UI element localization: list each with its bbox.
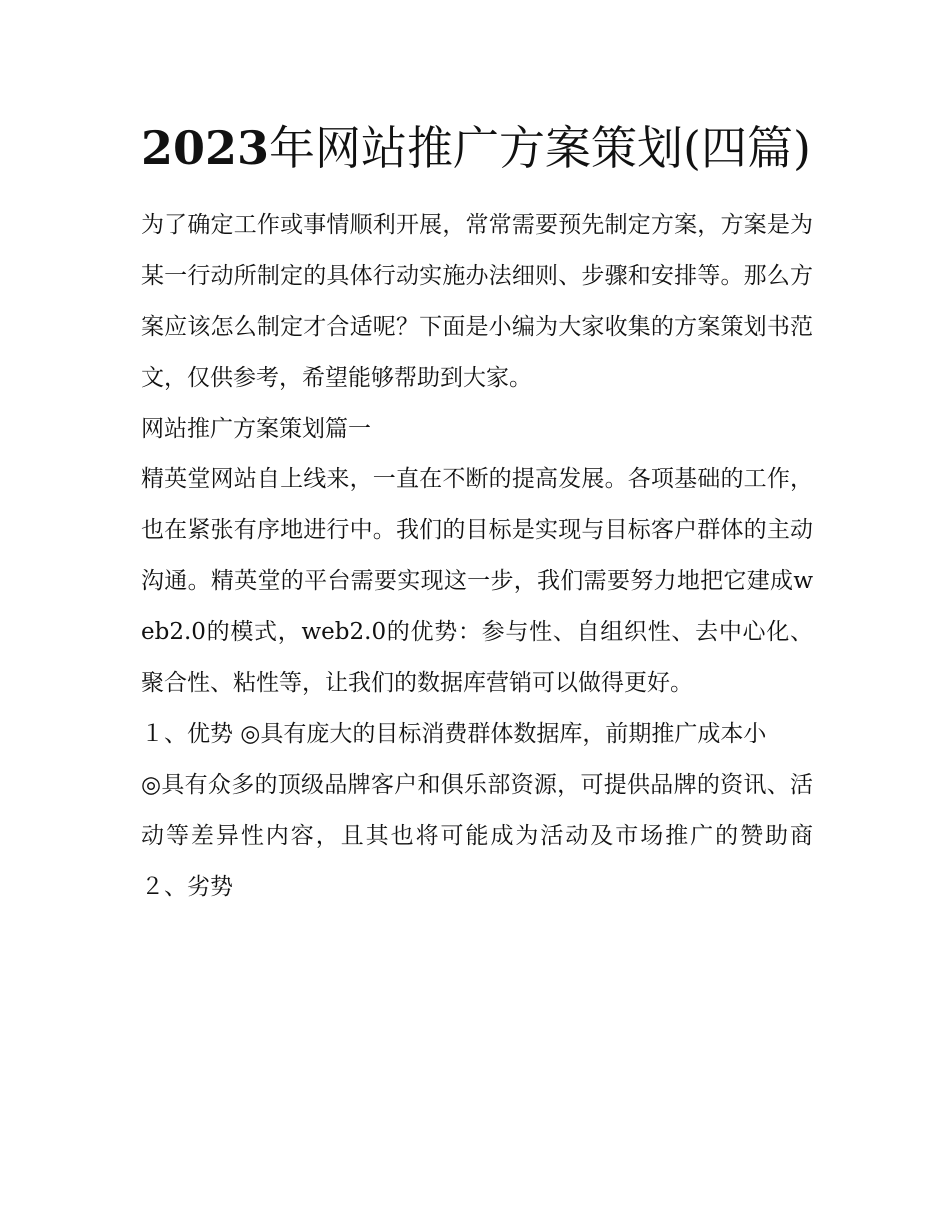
body-paragraph-1: 精英堂网站自上线来，一直在不断的提高发展。各项基础的工作，也在紧张有序地进行中。我们的目标是实现与目标客户群体的主动沟通。精英堂的平台需要实现这一步，我们需要努力地把它建成web2.0的模式，web2.0的优势：参与性、自组织性、去中心化、聚合性、粘性等，让我们的数据库营销可以做得更好。 bbox=[141, 466, 813, 696]
body-paragraph-2: １、优势 ◎具有庞大的目标消费群体数据库，前期推广成本小 bbox=[141, 721, 767, 747]
document-title bbox=[141, 112, 813, 184]
intro-paragraph: 为了确定工作或事情顺利开展，常常需要预先制定方案，方案是为某一行动所制定的具体行动实施办法细则、步骤和安排等。那么方案应该怎么制定才合适呢？下面是小编为大家收集的方案策划书范文，仅供参考，希望能够帮助到大家。 bbox=[141, 212, 813, 391]
document-body bbox=[141, 112, 813, 913]
section-heading: 网站推广方案策划篇一 bbox=[141, 416, 371, 442]
body-paragraph-3: ◎具有众多的顶级品牌客户和俱乐部资源，可提供品牌的资讯、活动等差异性内容，且其也将可能成为活动及市场推广的赞助商 ２、劣势 bbox=[141, 772, 813, 900]
title-year: 2023 bbox=[141, 121, 270, 175]
title-text: 年网站推广方案策划(四篇) bbox=[269, 121, 811, 175]
